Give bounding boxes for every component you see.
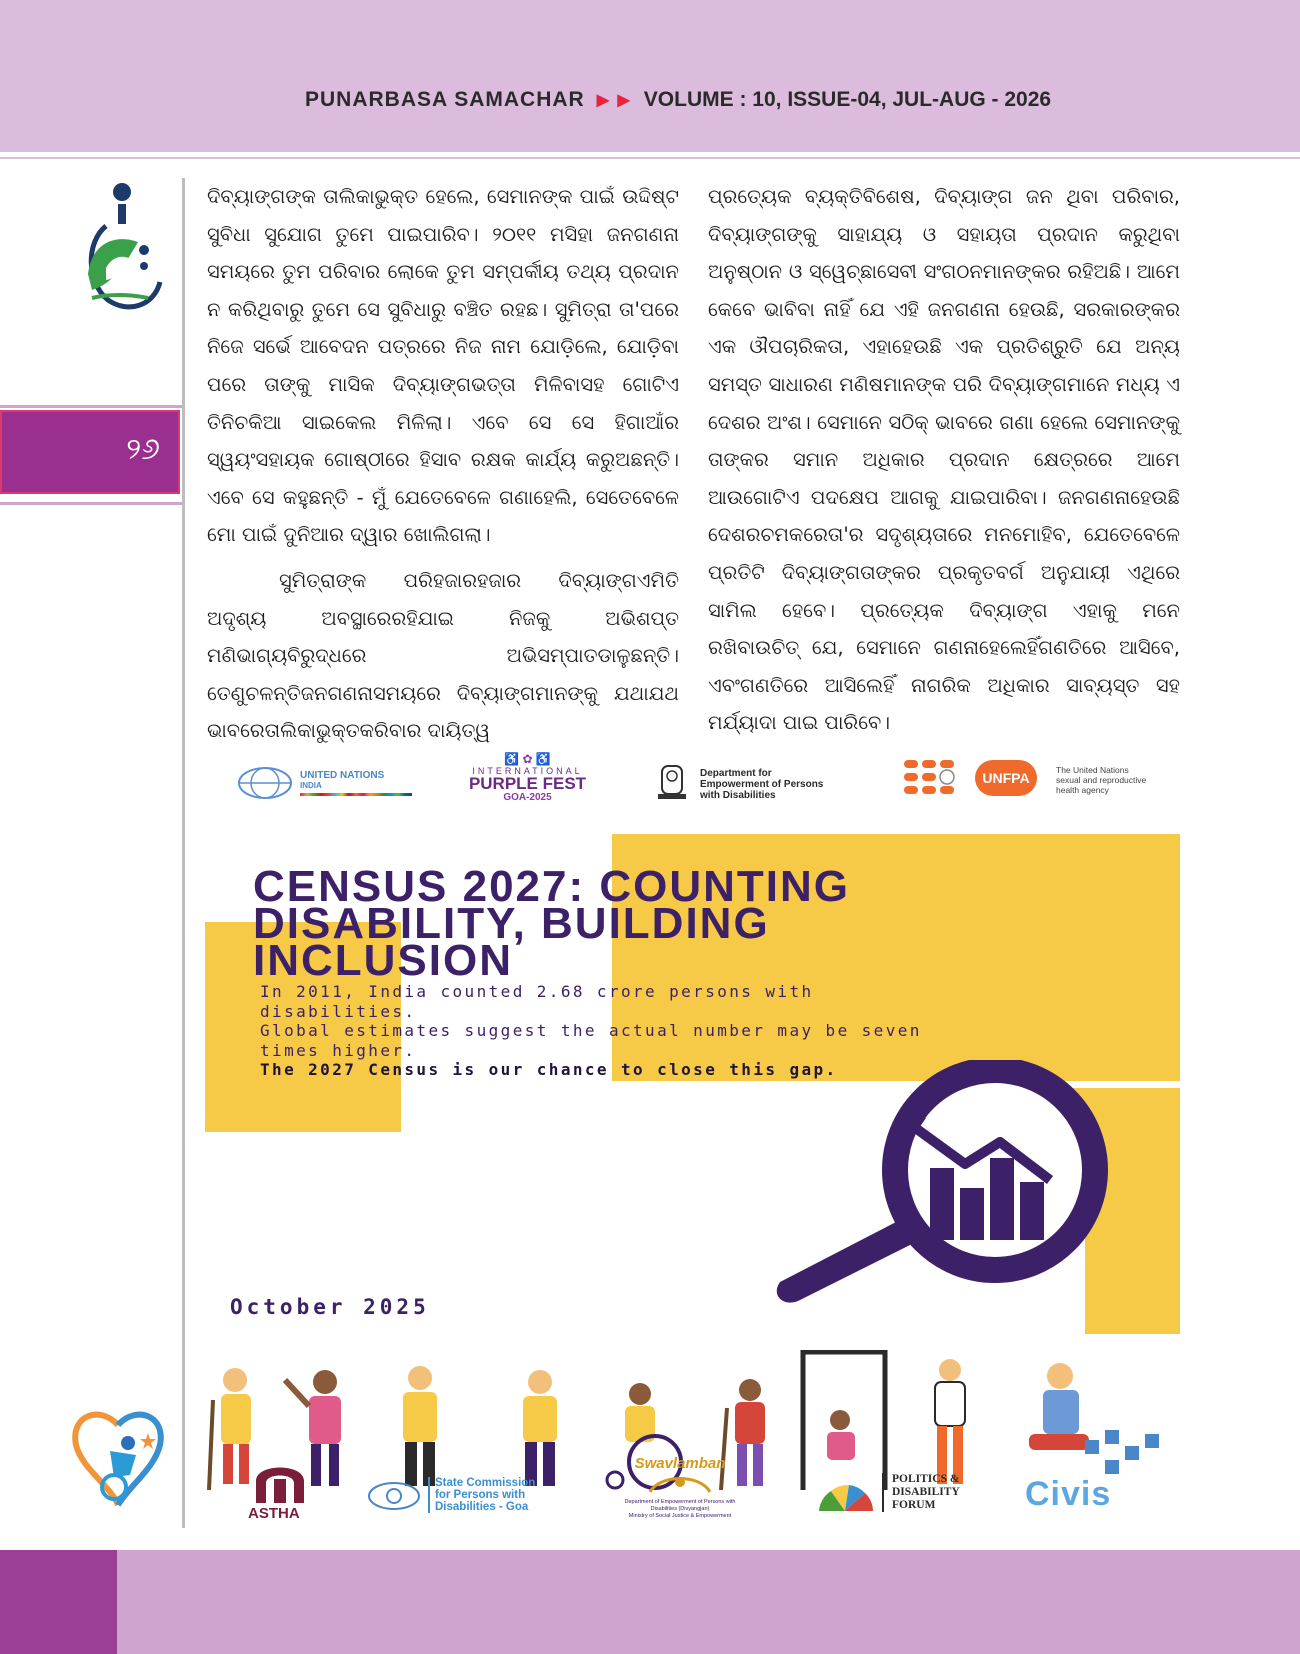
- swavlamban-emblem-icon: [640, 1472, 720, 1494]
- unfpa-badge: UNFPA: [975, 760, 1037, 796]
- purple-fest-emblem-icon: ♿ ✿ ♿: [504, 752, 551, 766]
- unfpa-tagline-1: The United Nations: [1056, 765, 1129, 775]
- national-emblem-icon: [650, 760, 694, 804]
- dept-label-1: Department for: [700, 768, 772, 779]
- pdf-label-1: POLITICS &: [892, 1473, 960, 1485]
- swavlamban-label: Swavlamban: [634, 1455, 726, 1472]
- poster-title-line: DISABILITY, BUILDING: [253, 899, 770, 948]
- poster-body-line: disabilities.: [260, 1001, 417, 1021]
- poster-body-highlight: The 2027 Census is our chance to close this gap.: [260, 1060, 838, 1079]
- partner-logos: [230, 752, 1180, 812]
- article-paragraph: ଦିବ୍ୟାଙ୍ଗଙ୍କ ତାଲିକାଭୁକ୍ତ ହେଲେ, ସେମାନଙ୍କ ପାଇଁ ଉଦ୍ଦିଷ୍ଟ ସୁବିଧା ସୁଯୋଗ ତୁମେ ପାଇପାରିବ। ୨୦୧୧ ମସିହା ଜନଗଣନା ସମୟରେ ତୁମ ପରିବାର ଲୋକେ ତୁମ ସମ୍ପର୍କୀୟ ତଥ୍ୟ ପ୍ରଦାନ ନ କରିଥିବାରୁ ତୁମେ ସେ ସୁବିଧାରୁ ବଞ୍ଚିତ ରହଛ। ସୁମିତ୍ରା ତା'ପରେ ନିଜେ ସର୍ଭେ ଆବେଦନ ପତ୍ରରେ ନିଜ ନାମ ଯୋଡ଼ିଲେ, ଯୋଡ଼ିବା ପରେ ତାଙ୍କୁ ମାସିକ ଦିବ୍ୟାଙ୍ଗଭତ୍ତା ମିଳିବାସହ ଗୋଟିଏ ତିନିଚକିଆ ସାଇକେଲ ମିଳିଲା। ଏବେ ସେ ସେ ହିଗାଆଁର ସ୍ୱୟଂସହାୟକ ଗୋଷ୍ଠୀରେ ହିସାବ ରକ୍ଷକ କାର୍ଯ୍ୟ କରୁଅଛନ୍ତି। ଏବେ ସେ କହୁଛନ୍ତି - ମୁଁ ଯେତେବେଳେ ଗଣାହେଲି, ସେତେବେଳେ ମୋ ପାଇଁ ଦୁନିଆର ଦ୍ୱାର ଖୋଲିଗଲା।: [207, 185, 679, 547]
- purple-fest-sub: GOA-2025: [503, 792, 552, 803]
- civis-logo: Civis: [1025, 1475, 1112, 1513]
- volume-info: VOLUME : 10, ISSUE-04, JUL-AUG - 2026: [643, 88, 1052, 111]
- dept-label-2: Empowerment of Persons: [700, 779, 824, 790]
- footer-accent: [0, 1550, 117, 1654]
- commission-label-1: State Commission: [435, 1477, 536, 1489]
- sponsor-logos: [240, 1455, 1160, 1535]
- un-label: UNITED NATIONS: [300, 770, 385, 781]
- un-emblem-icon: [235, 766, 295, 800]
- magnifier-chart-icon: [760, 1060, 1160, 1320]
- unfpa-tagline-2: sexual and reproductive: [1056, 775, 1147, 785]
- commission-label-2: for Persons with: [435, 1489, 526, 1501]
- masthead: [305, 88, 1051, 112]
- astha-arch-icon: [250, 1459, 310, 1503]
- article-column-left: [207, 178, 679, 758]
- purple-fest-label: PURPLE FEST: [468, 774, 587, 793]
- poster-body-line: times higher.: [260, 1040, 417, 1060]
- sports-logo-icon: [70, 1405, 170, 1519]
- unfpa-dots-icon: [902, 758, 968, 798]
- unfpa-tagline-3: health agency: [1056, 785, 1109, 795]
- dept-label-3: with Disabilities: [700, 790, 776, 801]
- poster-date: October 2025: [230, 1295, 430, 1319]
- commission-label-3: Disabilities - Goa: [435, 1501, 529, 1513]
- poster-body-line: Global estimates suggest the actual number may be seven: [260, 1021, 922, 1040]
- poster-body-line: In 2011, India counted 2.68 crore persons with: [260, 982, 814, 1001]
- header-band: [0, 0, 1300, 152]
- poster-title-line: INCLUSION: [253, 936, 513, 985]
- arrow-icon: ▶ ▶: [596, 92, 632, 109]
- pdf-label-3: FORUM: [892, 1499, 936, 1511]
- article-paragraph: ପ୍ରତ୍ୟେକ ବ୍ୟକ୍ତିବିଶେଷ, ଦିବ୍ୟାଙ୍ଗ ଜନ ଥିବା ପରିବାର, ଦିବ୍ୟାଙ୍ଗଙ୍କୁ ସାହାଯ୍ୟ ଓ ସହାୟତା ପ୍ରଦାନ କରୁଥିବା ଅନୁଷ୍ଠାନ ଓ ସ୍ୱେଚ୍ଛାସେବୀ ସଂଗଠନମାନଙ୍କର ରହିଅଛି। ଆମେ କେବେ ଭାବିବା ନାହିଁ ଯେ ଏହି ଜନଗଣନା ହେଉଛି, ସରକାରଙ୍କର ଏକ ଔପଚାରିକତା, ଏହାହେଉଛି ଏକ ପ୍ରତିଶ୍ରୁତି ଯେ ଅନ୍ୟ ସମସ୍ତ ସାଧାରଣ ମଣିଷମାନଙ୍କ ପରି ଦିବ୍ୟାଙ୍ଗମାନେ ମଧ୍ୟ ଏ ଦେଶର ଅଂଶ। ସେମାନେ ସଠିକ୍ ଭାବରେ ଗଣା ହେଲେ ସେମାନଙ୍କୁ ତାଙ୍କର ସମାନ ଅଧିକାର ପ୍ରଦାନ କ୍ଷେତ୍ରରେ ଆମେ ଆଉଗୋଟିଏ ପଦକ୍ଷେପ ଆଗକୁ ଯାଇପାରିବା। ଜନଗଣନାହେଉଛି ଦେଶରଚମକରେତା'ର ସଦୃଶ୍ୟତାରେ ମନମୋହିବ, ଯେତେବେଳେ ପ୍ରତିଟି ଦିବ୍ୟାଙ୍ଗତାଙ୍କର ପ୍ରକୃତବର୍ଗ ଅନୁଯାୟୀ ଏଥିରେ ସାମିଲ ହେବେ। ପ୍ରତ୍ୟେକ ଦିବ୍ୟାଙ୍ଗ ଏହାକୁ ମନେ ରଖିବାଉଚିତ୍ ଯେ, ସେମାନେ ଗଣନାହେଲେହିଁଗଣତିରେ ଆସିବେ, ଏବଂଗଣତିରେ ଆସିଲେହିଁ ନାଗରିକ ଅଧିକାର ସାବ୍ୟସ୍ତ ସହ ମର୍ଯ୍ୟାଦା ପାଇ ପାରିବେ।: [708, 185, 1180, 735]
- page-number: ୨୬: [126, 432, 160, 467]
- pdf-label-2: DISABILITY: [892, 1486, 960, 1498]
- census-poster: [205, 830, 1180, 1530]
- dept-small-1: Department of Empowerment of Persons with: [624, 1499, 736, 1505]
- un-sublabel: INDIA: [300, 781, 322, 790]
- left-rule: [182, 178, 185, 1528]
- publication-name: PUNARBASA SAMACHAR: [305, 88, 585, 111]
- pdf-arc-icon: [815, 1481, 877, 1515]
- commission-emblem-icon: [367, 1481, 421, 1511]
- poster-title: [253, 862, 1133, 985]
- dept-small-3: Ministry of Social Justice & Empowerment: [628, 1513, 732, 1519]
- footer-band: [0, 1550, 1300, 1654]
- dept-small-2: Disabilities (Divyangjan): [650, 1506, 710, 1512]
- poster-title-line: CENSUS 2027: COUNTING: [253, 862, 851, 911]
- accessibility-logo-icon: [78, 182, 164, 318]
- page-tab: [0, 410, 180, 494]
- article-column-right: [708, 178, 1180, 750]
- astha-label: ASTHA: [248, 1505, 300, 1522]
- purple-fest-top: INTERNATIONAL: [472, 766, 583, 776]
- article-paragraph: ସୁମିତ୍ରାଙ୍କ ପରିହଜାରହଜାର ଦିବ୍ୟାଙ୍ଗଏମିତି ଅଦୃଶ୍ୟ ଅବସ୍ଥାରେରହିଯାଇ ନିଜକୁ ଅଭିଶପ୍ତ ମଣିଭାଗ୍ୟବିରୁଦ୍ଧରେ ଅଭିସମ୍ପାତଡାଳୁଛନ୍ତି।ତେଣୁଚଳନ୍ତିଜନଗଣନାସମୟରେ ଦିବ୍ୟାଙ୍ଗମାନଙ୍କୁ ଯଥାଯଥ ଭାବରେତାଲିକାଭୁକ୍ତକରିବାର ଦାୟିତ୍ୱ: [207, 568, 679, 743]
- header-divider: [0, 157, 1300, 159]
